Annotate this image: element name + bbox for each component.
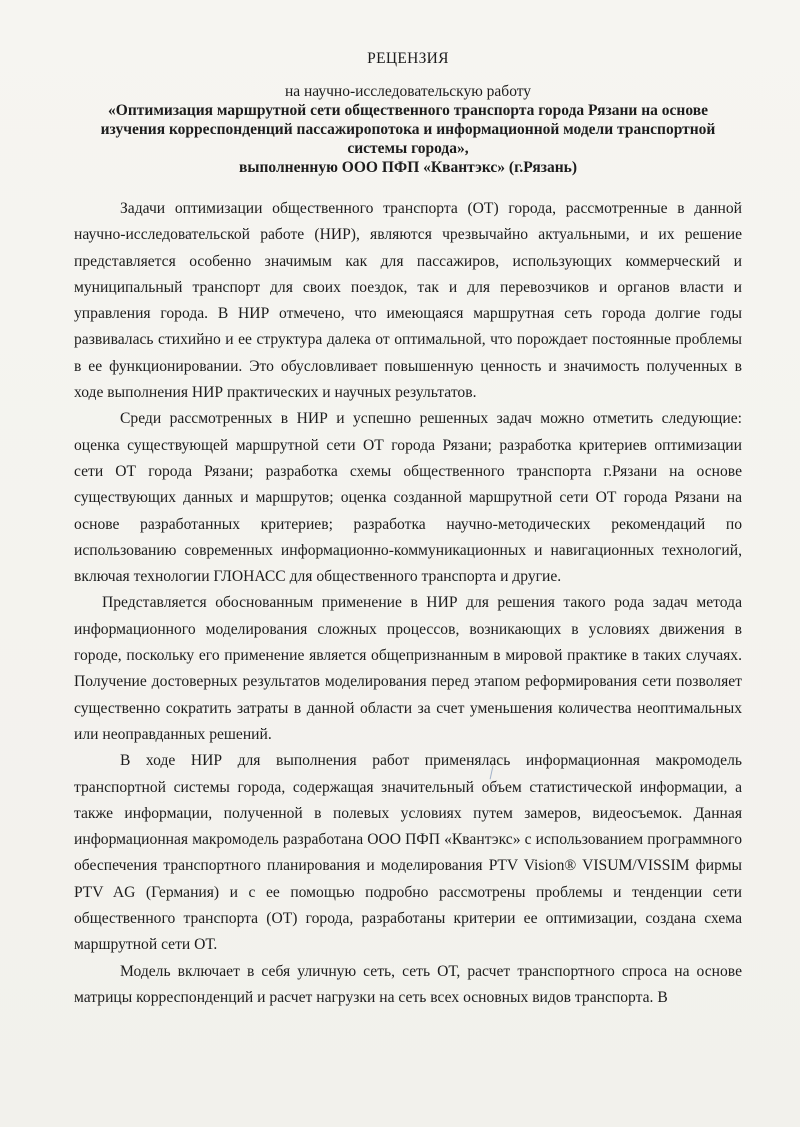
paragraph-method: Представляется обоснованным применение в НИР для решения такого рода задач метода информационного моделирования сложных процессов, возникающих в условиях движения в городе, поскольку его применение является общепризнанным в мировой практике в таких случаях. Получение достоверных результатов моделирования перед этапом реформирования сети позволяет существенно сократить затраты в данной области за счет уменьшения количества неоптимальных или неоправданных решений. bbox=[74, 594, 742, 743]
paragraph-relevance: Задачи оптимизации общественного транспорта (ОТ) города, рассмотренные в данной научно-исследовательской работе (НИР), являются чрезвычайно актуальными, и их решение представляется особенно значимым как для пассажиров, использующих коммерческий и муниципальный транспорт для своих поездок, так и для перевозчиков и органов власти и управления города. В НИР отмечено, что имеющаяся маршрутная сеть города долгие годы развивалась стихийно и ее структура далека от оптимальной, что порождает постоянные проблемы в ее функционировании. Это обусловливает повышенную ценность и значимость полученных в ходе выполнения НИР практических и научных результатов. bbox=[74, 200, 742, 402]
document-header bbox=[74, 50, 742, 177]
document-body bbox=[74, 196, 742, 1011]
document-title: РЕЦЕНЗИЯ bbox=[367, 50, 449, 67]
paragraph-tasks: Среди рассмотренных в НИР и успешно решенных задач можно отметить следующие: оценка существующей маршрутной сети ОТ города Рязани; разработка критериев оптимизации сети ОТ города Рязани; разработка схемы общественного транспорта г.Рязани на основе существующих данных и маршрутов; оценка созданной маршрутной сети ОТ города Рязани на основе разработанных критериев; разработка научно-методических рекомендаций по использованию современных информационно-коммуникационных и навигационных технологий, включая технологии ГЛОНАСС для общественного транспорта и другие. bbox=[74, 410, 742, 586]
performer-line: выполненную ООО ПФП «Квантэкс» (г.Рязань) bbox=[239, 159, 577, 176]
document-subtitle: на научно-исследовательскую работу bbox=[284, 83, 532, 100]
research-work-title: «Оптимизация маршрутной сети общественного транспорта города Рязани на основе изучения корреспонденций пассажиропотока и информационной модели транспортной системы города», bbox=[100, 102, 716, 157]
paragraph-model-contents: Модель включает в себя уличную сеть, сеть ОТ, расчет транспортного спроса на основе матрицы корреспонденций и расчет нагрузки на сеть всех основных видов транспорта. В bbox=[74, 962, 742, 1006]
paragraph-macromodel: В ходе НИР для выполнения работ применялась информационная макромодель транспортной системы города, содержащая значительный объем статистической информации, а также информации, полученной в полевых условиях путем замеров, видеосъемок. Данная информационная макромодель разработана ООО ПФП «Квантэкс» с использованием программного обеспечения транспортного планирования и моделирования PTV Vision® VISUM/VISSIM фирмы PTV AG (Германия) и с ее помощью подробно рассмотрены проблемы и тенденции сети общественного транспорта (ОТ) города, разработаны критерии ее оптимизации, создана схема маршрутной сети ОТ. bbox=[74, 752, 742, 954]
